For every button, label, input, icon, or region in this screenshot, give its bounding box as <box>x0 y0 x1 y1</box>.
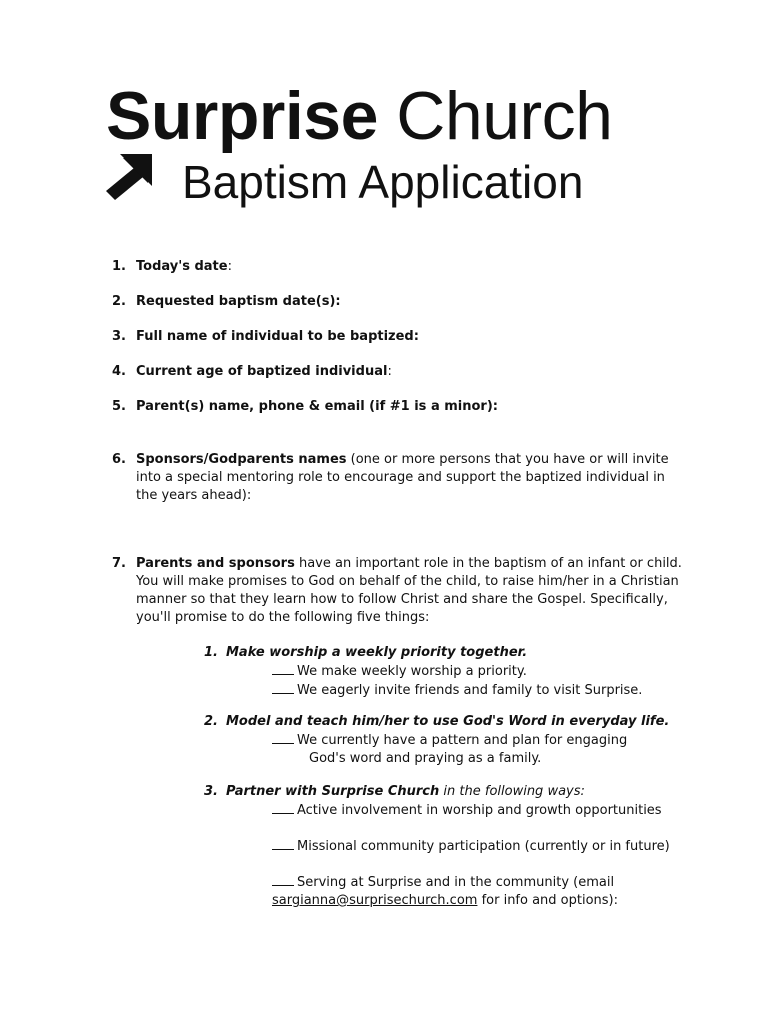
blank-line[interactable] <box>272 873 294 886</box>
promise-gods-word: 2. Model and teach him/her to use God's Word in everyday life. We currently have a pattern and plan for engaging God's word and praying as a family. <box>204 713 694 768</box>
promise-worship: 1. Make worship a weekly priority together. We make weekly worship a priority. We eagerly invite friends and family to visit Surprise. <box>204 644 694 700</box>
checkbox-line[interactable]: We currently have a pattern and plan for engaging <box>204 731 694 750</box>
church-name <box>106 78 726 154</box>
checkbox-line[interactable]: We make weekly worship a priority. <box>204 662 694 681</box>
checkbox-line[interactable]: Active involvement in worship and growth opportunities <box>204 801 694 820</box>
promise-partner: 3. Partner with Surprise Church in the following ways: Active involvement in worship and growth opportunities Missional community participation (currently or in future) Serving at Surprise and in the community (email sargianna@surprisechurch.com for info and options): <box>204 783 694 910</box>
question-baptism-dates: 2. Requested baptism date(s): <box>112 294 341 309</box>
email-link[interactable]: sargianna@surprisechurch.com <box>272 893 478 908</box>
question-full-name: 3. Full name of individual to be baptized: <box>112 329 419 344</box>
page-title: Baptism Application <box>182 156 584 208</box>
checkbox-line[interactable]: We eagerly invite friends and family to visit Surprise. <box>204 681 694 700</box>
header <box>106 78 726 216</box>
question-parents-and-sponsors: 7. Parents and sponsors have an important role in the baptism of an infant or child. You will make promises to God on behalf of the child, to raise him/her in a Christian manner so that they learn how to follow Christ and share the Gospel. Specifically, you'll promise to do the following five things: <box>112 556 682 625</box>
question-parents-contact: 5. Parent(s) name, phone & email (if #1 is a minor): <box>112 399 498 414</box>
question-sponsors: 6. Sponsors/Godparents names (one or more persons that you have or will invite into a special mentoring role to encourage and support the baptized individual in the years ahead): <box>112 452 669 503</box>
blank-line[interactable] <box>272 837 294 850</box>
blank-line[interactable] <box>272 662 294 675</box>
question-todays-date: 1. Today's date: <box>112 259 232 274</box>
brand-bold: Surprise <box>106 78 378 154</box>
arrow-up-right-icon <box>106 154 156 200</box>
checkbox-line[interactable]: Missional community participation (currently or in future) <box>204 837 694 856</box>
question-current-age: 4. Current age of baptized individual: <box>112 364 392 379</box>
blank-line[interactable] <box>272 801 294 814</box>
checkbox-line[interactable]: Serving at Surprise and in the community (email <box>204 873 694 892</box>
blank-line[interactable] <box>272 681 294 694</box>
brand-light: Church <box>396 78 613 154</box>
blank-line[interactable] <box>272 731 294 744</box>
